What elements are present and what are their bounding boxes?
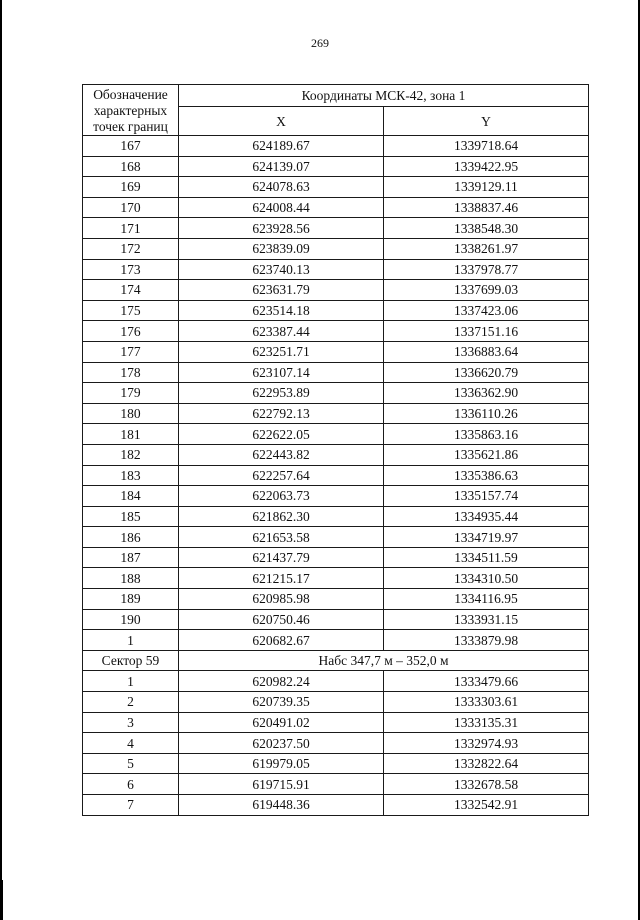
x-cell: 623107.14 — [179, 362, 384, 383]
table-row — [83, 671, 589, 692]
table-row — [83, 341, 589, 362]
table-row — [83, 589, 589, 610]
x-cell: 623387.44 — [179, 321, 384, 342]
point-cell: 4 — [83, 733, 179, 754]
point-cell: 180 — [83, 403, 179, 424]
x-cell: 621215.17 — [179, 568, 384, 589]
table-row — [83, 774, 589, 795]
y-cell: 1336883.64 — [384, 341, 589, 362]
y-cell: 1332822.64 — [384, 753, 589, 774]
point-cell: 172 — [83, 238, 179, 259]
coordinate-system-header: Координаты МСК-42, зона 1 — [179, 85, 589, 107]
table-row — [83, 259, 589, 280]
point-cell: 169 — [83, 177, 179, 198]
x-cell: 624189.67 — [179, 136, 384, 157]
x-cell: 622257.64 — [179, 465, 384, 486]
y-cell: 1339422.95 — [384, 156, 589, 177]
table-row — [83, 753, 589, 774]
table-row — [83, 424, 589, 445]
y-cell: 1334511.59 — [384, 547, 589, 568]
table-row — [83, 444, 589, 465]
x-cell: 624078.63 — [179, 177, 384, 198]
point-cell: 181 — [83, 424, 179, 445]
point-cell: 171 — [83, 218, 179, 239]
y-cell: 1333879.98 — [384, 630, 589, 651]
table-row — [83, 300, 589, 321]
table-row — [83, 465, 589, 486]
x-cell: 621862.30 — [179, 506, 384, 527]
x-cell: 622792.13 — [179, 403, 384, 424]
y-cell: 1337978.77 — [384, 259, 589, 280]
y-cell: 1336110.26 — [384, 403, 589, 424]
x-cell: 623928.56 — [179, 218, 384, 239]
table-row — [83, 506, 589, 527]
x-cell: 620491.02 — [179, 712, 384, 733]
point-cell: 168 — [83, 156, 179, 177]
scan-edge-left — [0, 0, 2, 920]
point-cell: 2 — [83, 692, 179, 713]
y-cell: 1338548.30 — [384, 218, 589, 239]
x-cell: 619979.05 — [179, 753, 384, 774]
point-cell: 188 — [83, 568, 179, 589]
x-cell: 620682.67 — [179, 630, 384, 651]
table-row — [83, 630, 589, 651]
table-row — [83, 321, 589, 342]
point-cell: 178 — [83, 362, 179, 383]
y-cell: 1334310.50 — [384, 568, 589, 589]
y-cell: 1338837.46 — [384, 197, 589, 218]
y-cell: 1334116.95 — [384, 589, 589, 610]
y-cell: 1333931.15 — [384, 609, 589, 630]
y-cell: 1336362.90 — [384, 383, 589, 404]
y-column-header: Y — [384, 107, 589, 136]
x-cell: 622953.89 — [179, 383, 384, 404]
y-cell: 1337151.16 — [384, 321, 589, 342]
point-cell: 7 — [83, 795, 179, 816]
y-cell: 1333135.31 — [384, 712, 589, 733]
x-column-header: X — [179, 107, 384, 136]
page-number: 269 — [311, 36, 329, 50]
y-cell: 1339129.11 — [384, 177, 589, 198]
table-row — [83, 280, 589, 301]
x-cell: 620750.46 — [179, 609, 384, 630]
y-cell: 1333303.61 — [384, 692, 589, 713]
table-row — [83, 486, 589, 507]
point-cell: 170 — [83, 197, 179, 218]
y-cell: 1334719.97 — [384, 527, 589, 548]
x-cell: 623740.13 — [179, 259, 384, 280]
x-cell: 620237.50 — [179, 733, 384, 754]
point-cell: 3 — [83, 712, 179, 733]
table-row — [83, 403, 589, 424]
y-cell: 1335386.63 — [384, 465, 589, 486]
table-row — [83, 692, 589, 713]
point-cell: 190 — [83, 609, 179, 630]
table-row — [83, 156, 589, 177]
x-cell: 623839.09 — [179, 238, 384, 259]
table-row — [83, 527, 589, 548]
sector-row — [83, 650, 589, 671]
x-cell: 619448.36 — [179, 795, 384, 816]
table-row — [83, 238, 589, 259]
point-cell: 174 — [83, 280, 179, 301]
point-cell: 176 — [83, 321, 179, 342]
y-cell: 1332974.93 — [384, 733, 589, 754]
point-cell: 1 — [83, 671, 179, 692]
y-cell: 1332542.91 — [384, 795, 589, 816]
table-row — [83, 547, 589, 568]
point-cell: 189 — [83, 589, 179, 610]
table-row — [83, 383, 589, 404]
table-row — [83, 218, 589, 239]
sector-label: Сектор 59 — [83, 650, 179, 671]
y-cell: 1337423.06 — [384, 300, 589, 321]
table-row — [83, 136, 589, 157]
coordinates-table — [82, 84, 589, 816]
x-cell: 621437.79 — [179, 547, 384, 568]
point-cell: 187 — [83, 547, 179, 568]
point-cell: 173 — [83, 259, 179, 280]
x-cell: 620985.98 — [179, 589, 384, 610]
y-cell: 1335157.74 — [384, 486, 589, 507]
y-cell: 1336620.79 — [384, 362, 589, 383]
point-cell: 5 — [83, 753, 179, 774]
table-row — [83, 712, 589, 733]
x-cell: 624139.07 — [179, 156, 384, 177]
y-cell: 1338261.97 — [384, 238, 589, 259]
table-row — [83, 733, 589, 754]
x-cell: 620982.24 — [179, 671, 384, 692]
coordinates-table-body — [83, 85, 589, 816]
header-row-group — [83, 85, 589, 107]
y-cell: 1332678.58 — [384, 774, 589, 795]
point-cell: 183 — [83, 465, 179, 486]
point-cell: 185 — [83, 506, 179, 527]
x-cell: 623251.71 — [179, 341, 384, 362]
x-cell: 623631.79 — [179, 280, 384, 301]
point-cell: 186 — [83, 527, 179, 548]
y-cell: 1335621.86 — [384, 444, 589, 465]
x-cell: 622622.05 — [179, 424, 384, 445]
point-cell: 182 — [83, 444, 179, 465]
point-cell: 175 — [83, 300, 179, 321]
x-cell: 623514.18 — [179, 300, 384, 321]
y-cell: 1337699.03 — [384, 280, 589, 301]
x-cell: 620739.35 — [179, 692, 384, 713]
point-cell: 179 — [83, 383, 179, 404]
table-row — [83, 795, 589, 816]
x-cell: 622063.73 — [179, 486, 384, 507]
point-cell: 177 — [83, 341, 179, 362]
y-cell: 1333479.66 — [384, 671, 589, 692]
y-cell: 1334935.44 — [384, 506, 589, 527]
x-cell: 624008.44 — [179, 197, 384, 218]
y-cell: 1339718.64 — [384, 136, 589, 157]
point-cell: 1 — [83, 630, 179, 651]
x-cell: 622443.82 — [179, 444, 384, 465]
point-designation-header: Обозначение характерных точек границ — [83, 85, 179, 136]
x-cell: 621653.58 — [179, 527, 384, 548]
y-cell: 1335863.16 — [384, 424, 589, 445]
table-row — [83, 568, 589, 589]
sector-elevation: Набс 347,7 м – 352,0 м — [179, 650, 589, 671]
scan-corner-mark — [0, 880, 3, 920]
x-cell: 619715.91 — [179, 774, 384, 795]
point-cell: 167 — [83, 136, 179, 157]
point-cell: 6 — [83, 774, 179, 795]
point-cell: 184 — [83, 486, 179, 507]
table-row — [83, 362, 589, 383]
table-row — [83, 197, 589, 218]
table-row — [83, 609, 589, 630]
table-row — [83, 177, 589, 198]
